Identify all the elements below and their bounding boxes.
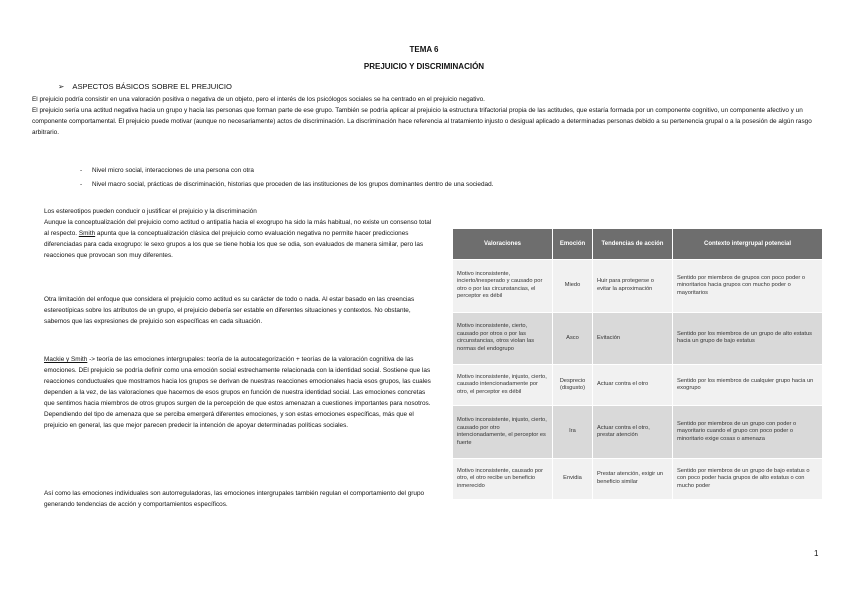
- intro-paragraph-1: El prejuicio podría consistir en una valoración positiva o negativa de un objeto, pero el interés de los psicólogos sociales se ha centrado en el prejuicio negativo.: [32, 96, 485, 103]
- table-cell: Motivo inconsistente, incierto/inesperado y causado por otro o por las circunstancias, el perceptor es débil: [453, 260, 553, 313]
- table-row: [453, 458, 823, 499]
- page-subtitle: PREJUICIO Y DISCRIMINACIÓN: [363, 62, 485, 71]
- author-smith: Smith: [78, 230, 96, 237]
- table-cell: Sentido por miembros de un grupo con poder o mayoritario cuando el grupo con poco poder o minoritario exige cosas o amenaza: [673, 406, 823, 459]
- table-cell: Sentido por los miembros de un grupo de alto estatus hacia un grupo de bajo estatus: [673, 312, 823, 365]
- table-cell: Ira: [553, 406, 593, 459]
- section-heading-text: ASPECTOS BÁSICOS SOBRE EL PREJUICIO: [72, 82, 232, 91]
- column-header: Emoción: [553, 229, 593, 260]
- paragraph-mackie-smith: [44, 354, 436, 431]
- paragraph-smith: [44, 217, 436, 261]
- author-mackie-smith: Mackie y Smith: [44, 356, 88, 363]
- table-cell: Desprecio (disgusto): [553, 365, 593, 406]
- emotions-table: [452, 228, 823, 500]
- table-cell: Motivo inconsistente, injusto, cierto, causado intencionadamente por otro, el perceptor es débil: [453, 365, 553, 406]
- table-cell: Prestar atención, exigir un beneficio similar: [593, 458, 673, 499]
- list-item-text: Nivel micro social, interacciones de una persona con otra: [92, 167, 254, 174]
- paragraph-text: Aunque la conceptualización del prejuicio como actitud o antipatía hacia el exogrupo ha sido la más habitual, no existe un consenso total al respecto.: [44, 219, 432, 237]
- table-cell: Sentido por miembros de grupos con poco poder o minoritarios hacia grupos con mucho poder o mayoritarios: [673, 260, 823, 313]
- table-row: [453, 260, 823, 313]
- dash-bullet: -: [80, 181, 83, 188]
- table-row: [453, 406, 823, 459]
- column-header: Contexto intergrupal potencial: [673, 229, 823, 260]
- table-cell: Motivo inconsistente, cierto, causado por otros o por las circunstancias, otros violan las normas del endogrupo: [453, 312, 553, 365]
- table-cell: Actuar contra el otro, prestar atención: [593, 406, 673, 459]
- table-row: [453, 312, 823, 365]
- table-cell: Sentido por los miembros de cualquier grupo hacia un exogrupo: [673, 365, 823, 406]
- table-cell: Huir para protegerse o evitar la aproximación: [593, 260, 673, 313]
- table-cell: Motivo inconsistente, causado por otro, el otro recibe un beneficio inmerecido: [453, 458, 553, 499]
- list-item-text: Nivel macro social, prácticas de discriminación, historias que proceden de las instituciones de los grupos dominantes dentro de una sociedad.: [92, 181, 494, 188]
- table-cell: Motivo inconsistente, injusto, cierto, causado por otro intencionadamente, el perceptor es fuerte: [453, 406, 553, 459]
- column-header: Valoraciones: [453, 229, 553, 260]
- table-cell: Sentido por miembros de un grupo de bajo estatus o con poco poder hacia grupos de alto estatus o con mucho poder: [673, 458, 823, 499]
- table-row: [453, 365, 823, 406]
- stereotypes-heading: Los estereotipos pueden conducir o justificar el prejuicio y la discriminación: [44, 208, 257, 215]
- table-cell: Miedo: [553, 260, 593, 313]
- list-item: [80, 181, 494, 188]
- table-cell: Evitación: [593, 312, 673, 365]
- table-header-row: [453, 229, 823, 260]
- table-cell: Actuar contra el otro: [593, 365, 673, 406]
- section-heading: [58, 82, 232, 91]
- column-header: Tendencias de acción: [593, 229, 673, 260]
- page-number: 1: [814, 549, 819, 558]
- paragraph-text: apunta que la conceptualización clásica del prejuicio como evaluación negativa no permite hacer predicciones diferenciadas para cada exogrupo: le sexo grupos a los que se tiene hobia los que se odia, son evaluados de manera similar, pero las reacciones que provocan son muy diferentes.: [44, 230, 424, 259]
- paragraph-text: -> teoría de las emociones intergrupales: teoría de la autocategorización + teorías de la valoración cognitiva de las emociones. DEl prejuicio se podría definir como una emoción social estrechamente relacionada con la identidad social. Sostiene que las reacciones conductuales que mostramos hacia los grupos se derivan de nuestras reacciones emocionales hacia esos grupos, las cuales dependen a la vez, de las valoraciones que hacemos de esos grupos en función de nuestra identidad social. Las emociones concretas que sentimos hacia miembros de otros grupos surgen de la percepción de que estos amenazan a cuestiones importantes para nosotros. Dependiendo del tipo de amenaza que se perciba emergerá diferentes emociones, y son estas emociones específicas, más que el prejuicio en general, las que mejor parecen predecir la intención de apoyar determinadas políticas sociales.: [44, 356, 431, 429]
- table-cell: Envidia: [553, 458, 593, 499]
- paragraph-limitation: Otra limitación del enfoque que considera el prejuicio como actitud es su carácter de todo o nada. Al estar basado en las creencias estereotípicas sobre los atributos de un grupo, el prejuicio debería ser estable en diferentes situaciones y contextos. No obstante, sabemos que las expresiones de prejuicio son específicas en cada situación.: [44, 296, 415, 325]
- arrow-bullet-icon: ➢: [58, 82, 65, 91]
- table-cell: Asco: [553, 312, 593, 365]
- list-item: [80, 167, 254, 174]
- intro-paragraph-2: El prejuicio sería una actitud negativa hacia un grupo y hacia las personas que forman parte de ese grupo. También se podría aplicar al prejuicio la estructura trifactorial propia de las actitudes, que estaría formada por un componente cognitivo, un componente afectivo y un componente comportamental. El prejuicio puede motivar (aunque no necesariamente) actos de discriminación. La discriminación hace referencia al tratamiento injusto o desigual aplicado a determinadas personas debido a su pertenencia grupal o a la posesión de algún rasgo arbitrario.: [32, 107, 812, 136]
- paragraph-conclusion: Así como las emociones individuales son autorreguladoras, las emociones intergrupales también regulan el comportamiento del grupo generando tendencias de acción y comportamientos específicos.: [44, 490, 425, 508]
- dash-bullet: -: [80, 167, 83, 174]
- page-title: TEMA 6: [409, 45, 439, 54]
